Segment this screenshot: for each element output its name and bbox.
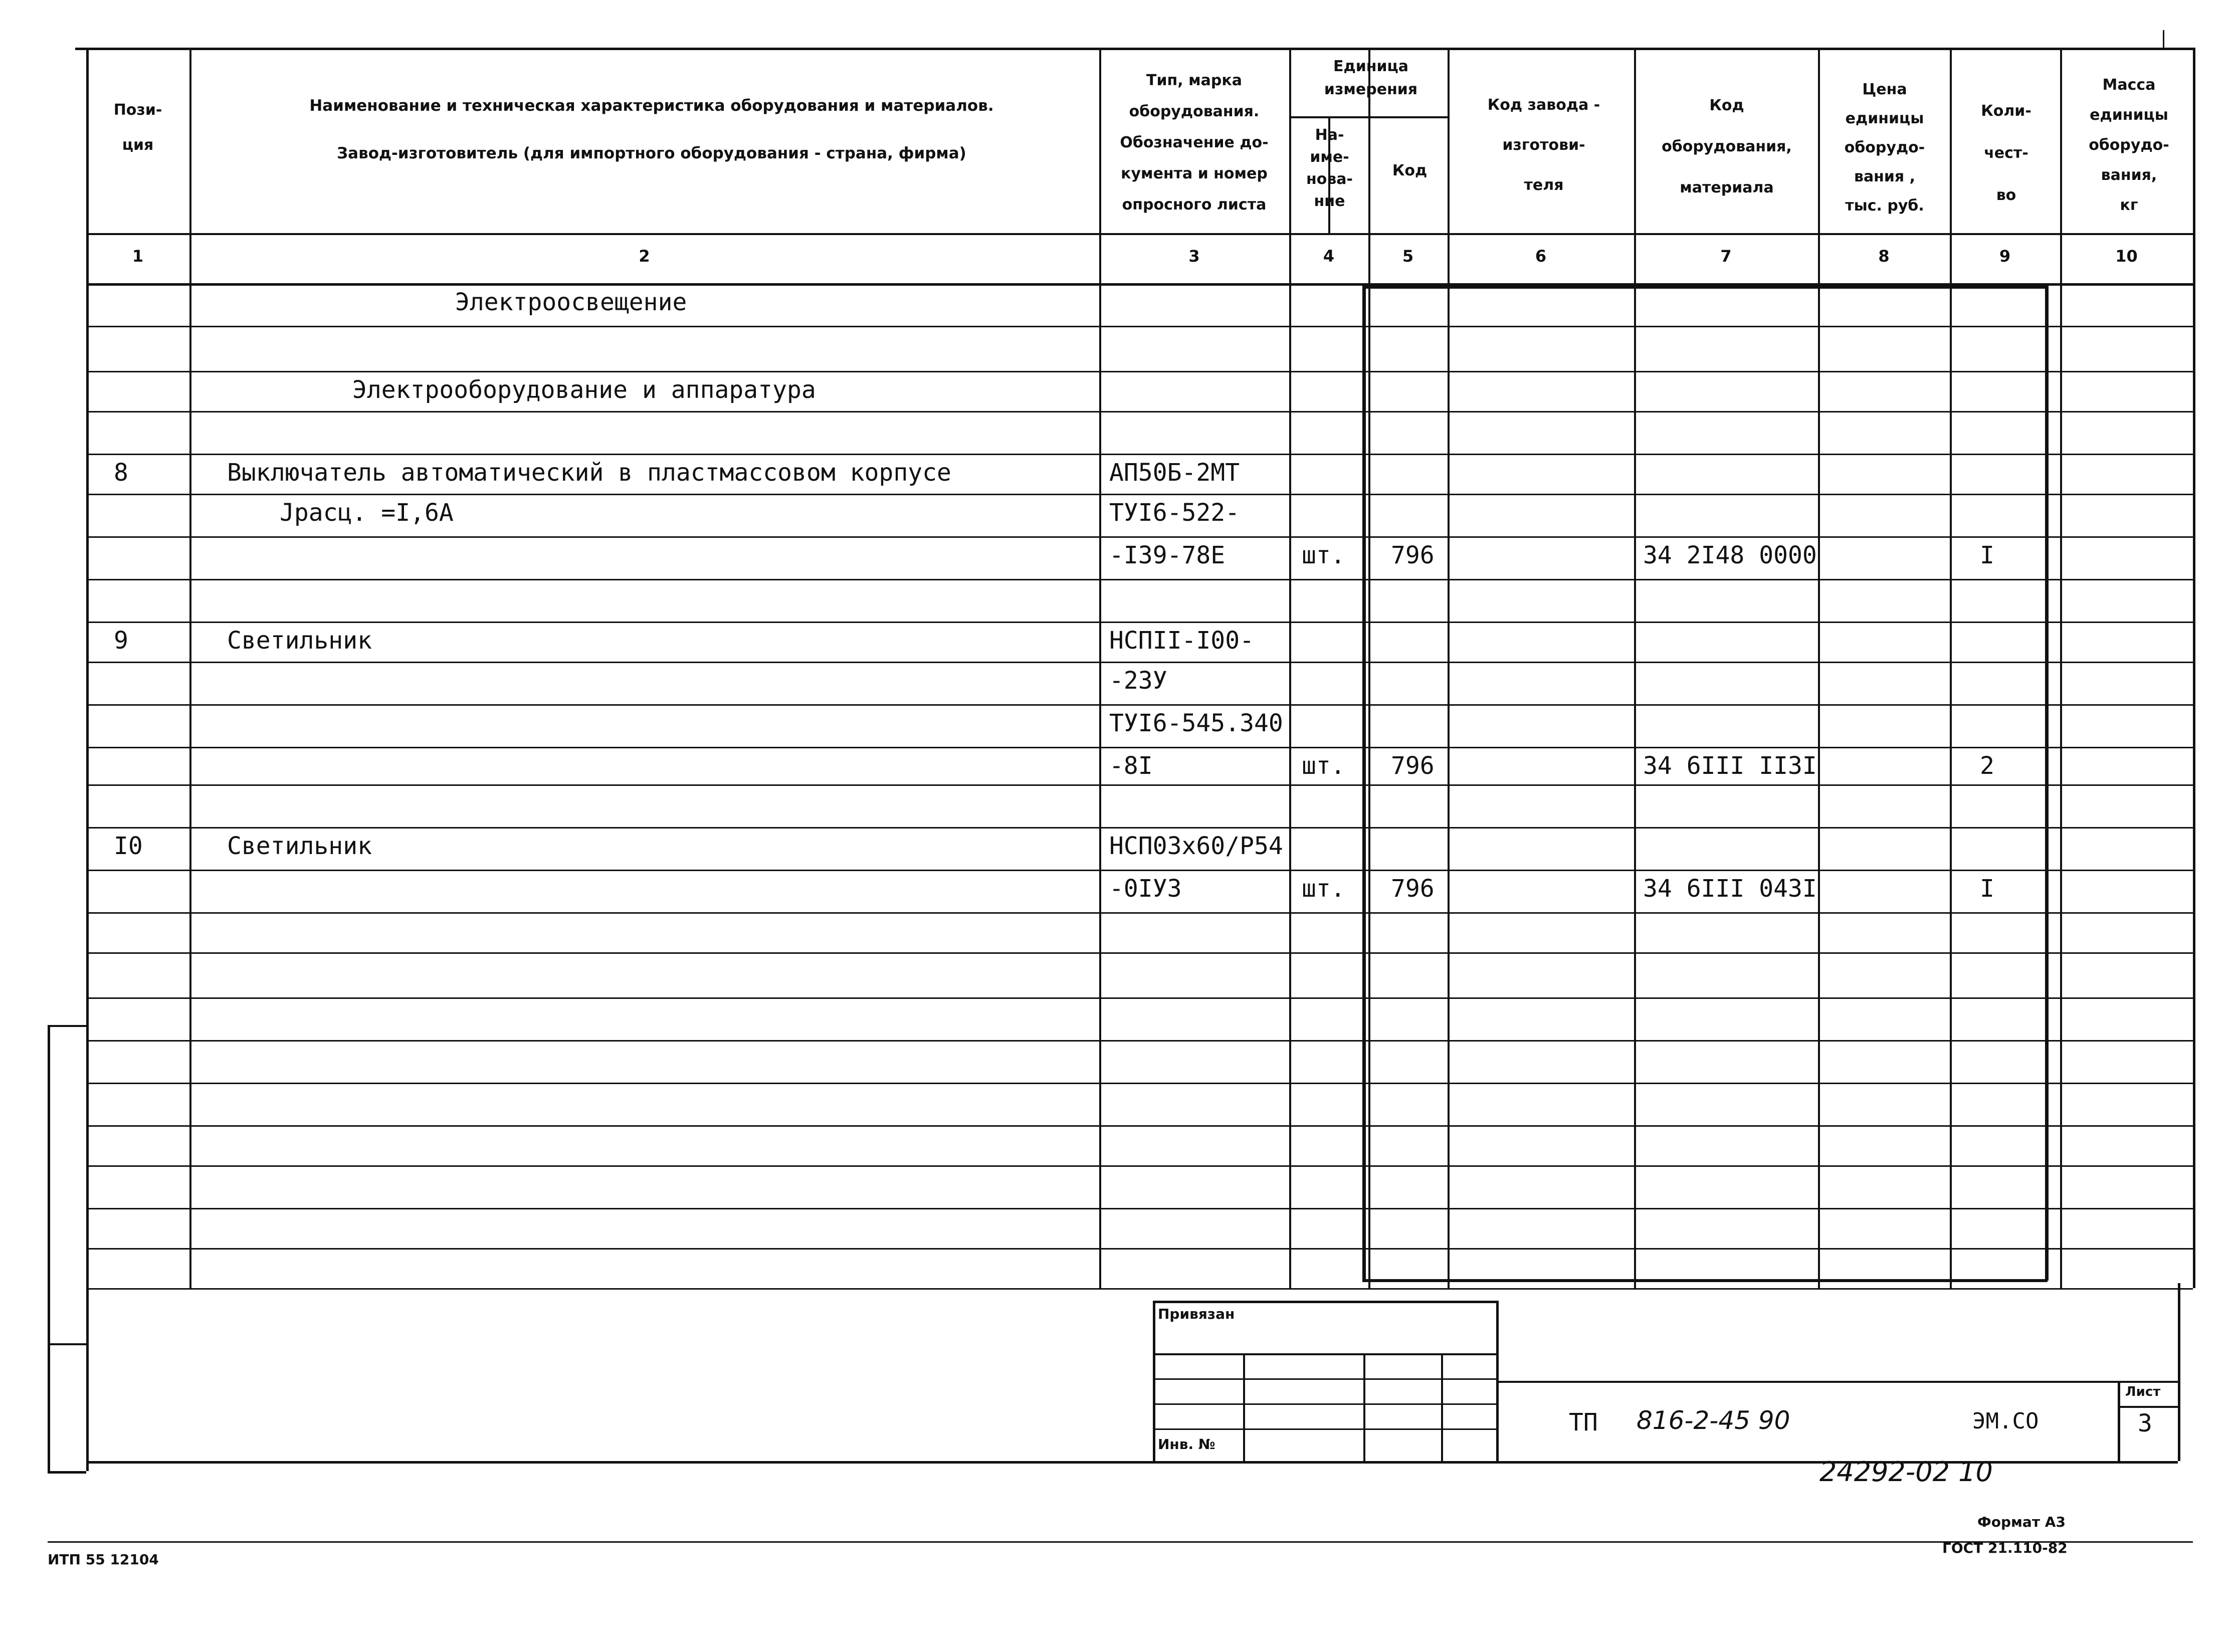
unit-name-cell: шт. <box>1302 875 1345 903</box>
rule-line <box>86 1025 89 1471</box>
rule-line <box>86 536 2193 538</box>
rule-line <box>1368 48 1370 1288</box>
rule-line <box>86 579 2193 580</box>
rule-line <box>86 411 2193 412</box>
rule-line <box>1362 286 2048 289</box>
column-number: 2 <box>639 247 650 266</box>
rule-line <box>2118 1406 2178 1408</box>
position-cell: I0 <box>114 832 143 860</box>
header-plant-code: Код завода - изготови- теля <box>1487 96 1600 194</box>
rule-line <box>86 1040 2193 1042</box>
rule-line <box>1153 1301 1496 1303</box>
rule-line <box>1950 48 1952 1288</box>
name-cell: Светильник <box>227 627 372 655</box>
rule-line <box>1441 1353 1443 1461</box>
rule-line <box>1448 48 1450 1288</box>
unit-code-cell: 796 <box>1391 875 1435 903</box>
rule-line <box>86 747 2193 748</box>
footer-format: Формат А3 <box>1977 1514 2066 1530</box>
rule-line <box>75 48 2193 50</box>
quantity-cell: 2 <box>1980 752 1994 780</box>
unit-code-cell: 796 <box>1391 541 1435 569</box>
header-unit-name: На- име- нова- ние <box>1306 126 1353 210</box>
rule-line <box>86 371 2193 372</box>
column-number: 8 <box>1878 247 1890 266</box>
rule-line <box>86 662 2193 663</box>
rule-line <box>86 952 2193 954</box>
rule-line <box>1362 286 1366 1281</box>
rule-line <box>86 912 2193 914</box>
type-cell: НСПII-I00- <box>1109 627 1254 655</box>
name-cell: Электрооборудование и аппаратура <box>352 376 816 404</box>
rule-line <box>2060 48 2062 1288</box>
type-cell: -8I <box>1109 752 1153 780</box>
stamp-inv-no-label: Инв. № <box>1158 1436 1215 1453</box>
rule-line <box>48 1025 86 1027</box>
header-name-line2: Завод-изготовитель (для импортного оборудования - страна, фирма) <box>337 144 966 162</box>
unit-name-cell: шт. <box>1302 752 1345 780</box>
archive-number: 24292-02 10 <box>1819 1456 1993 1488</box>
column-number: 1 <box>132 247 144 266</box>
rule-line <box>2045 286 2049 1281</box>
rule-line <box>1153 1301 1155 1461</box>
stamp-doc-number: 816-2-45 90 <box>1637 1406 1790 1435</box>
header-equip-code: Код оборудования, материала <box>1662 97 1792 196</box>
column-number: 5 <box>1402 247 1414 266</box>
rule-line <box>1153 1353 1496 1355</box>
name-cell: Jрасц. =I,6A <box>280 499 454 527</box>
column-number: 3 <box>1188 247 1200 266</box>
header-price: Цена единицы оборудо- вания , тыс. руб. <box>1844 81 1925 215</box>
rule-line <box>2178 1283 2180 1461</box>
rule-line <box>1818 48 1820 1288</box>
column-number: 4 <box>1323 247 1335 266</box>
rule-line <box>86 283 2193 285</box>
rule-line <box>86 622 2193 623</box>
position-cell: 9 <box>114 627 128 655</box>
rule-line <box>86 326 2193 327</box>
equipment-code-cell: 34 2I48 0000 <box>1643 541 1817 569</box>
rule-line <box>1289 48 1291 1288</box>
rule-line <box>48 1025 50 1471</box>
type-cell: ТУI6-545.340 <box>1109 709 1283 737</box>
rule-line <box>1363 1353 1365 1461</box>
rule-line <box>1634 48 1636 1288</box>
stamp-tp: ТП <box>1569 1408 1598 1436</box>
rule-line <box>86 1125 2193 1127</box>
header-unit-code: Код <box>1392 162 1428 179</box>
rule-line <box>1099 48 1101 1288</box>
rule-line <box>86 997 2193 999</box>
rule-line <box>86 784 2193 786</box>
unit-name-cell: шт. <box>1302 541 1345 569</box>
rule-line <box>48 1471 86 1474</box>
rule-line <box>86 233 2193 235</box>
stamp-privyazan-label: Привязан <box>1158 1306 1235 1322</box>
rule-line <box>86 704 2193 706</box>
rule-line <box>2193 48 2195 1288</box>
stamp-sheet-label: Лист <box>2125 1384 2161 1399</box>
header-qty: Коли- чест- во <box>1981 102 2031 204</box>
rule-line <box>1153 1403 1496 1405</box>
unit-code-cell: 796 <box>1391 752 1435 780</box>
type-cell: АП50Б-2МТ <box>1109 459 1240 487</box>
rule-line <box>48 1343 86 1345</box>
footer-gost: ГОСТ 21.110-82 <box>1942 1540 2068 1556</box>
quantity-cell: I <box>1980 541 1994 569</box>
type-cell: НСП03х60/Р54 <box>1109 832 1283 860</box>
rule-line <box>1243 1353 1245 1461</box>
type-cell: -0IУ3 <box>1109 875 1182 903</box>
rule-line <box>86 1165 2193 1167</box>
footer-itp: ИТП 55 12104 <box>48 1551 159 1568</box>
column-number: 10 <box>2115 247 2138 266</box>
header-unit: Единица измерения <box>1324 58 1418 98</box>
rule-line <box>86 454 2193 455</box>
rule-line <box>2163 30 2164 48</box>
rule-line <box>86 827 2193 829</box>
type-cell: -23У <box>1109 667 1167 695</box>
type-cell: -I39-78Е <box>1109 541 1226 569</box>
name-cell: Светильник <box>227 832 372 860</box>
rule-line <box>86 494 2193 495</box>
equipment-code-cell: 34 6III II3I <box>1643 752 1817 780</box>
rule-line <box>189 48 191 1288</box>
column-number: 6 <box>1535 247 1547 266</box>
name-cell: Выключатель автоматический в пластмассовом корпусе <box>227 459 951 487</box>
rule-line <box>1362 1279 2048 1282</box>
type-cell: ТУI6-522- <box>1109 499 1240 527</box>
rule-line <box>86 1208 2193 1209</box>
header-position: Пози- ция <box>113 101 162 154</box>
position-cell: 8 <box>114 459 128 487</box>
rule-line <box>1496 1381 2178 1383</box>
rule-line <box>86 1288 2193 1290</box>
rule-line <box>2118 1381 2120 1461</box>
stamp-mark: ЭМ.СО <box>1972 1408 2039 1434</box>
rule-line <box>1153 1428 1496 1430</box>
rule-line <box>86 870 2193 871</box>
stamp-sheet-number: 3 <box>2138 1409 2152 1437</box>
column-number: 7 <box>1720 247 1732 266</box>
header-name-line1: Наименование и техническая характеристика оборудования и материалов. <box>309 97 994 115</box>
name-cell: Электроосвещение <box>455 288 687 316</box>
rule-line <box>1153 1378 1496 1380</box>
rule-line <box>86 1248 2193 1250</box>
rule-line <box>48 1541 2193 1543</box>
quantity-cell: I <box>1980 875 1994 903</box>
header-type: Тип, марка оборудования. Обозначение до- кумента и номер опросного листа <box>1120 72 1269 214</box>
header-mass: Масса единицы оборудо- вания, кг <box>2089 76 2169 214</box>
rule-line <box>86 1083 2193 1084</box>
column-number: 9 <box>1999 247 2011 266</box>
equipment-code-cell: 34 6III 043I <box>1643 875 1817 903</box>
